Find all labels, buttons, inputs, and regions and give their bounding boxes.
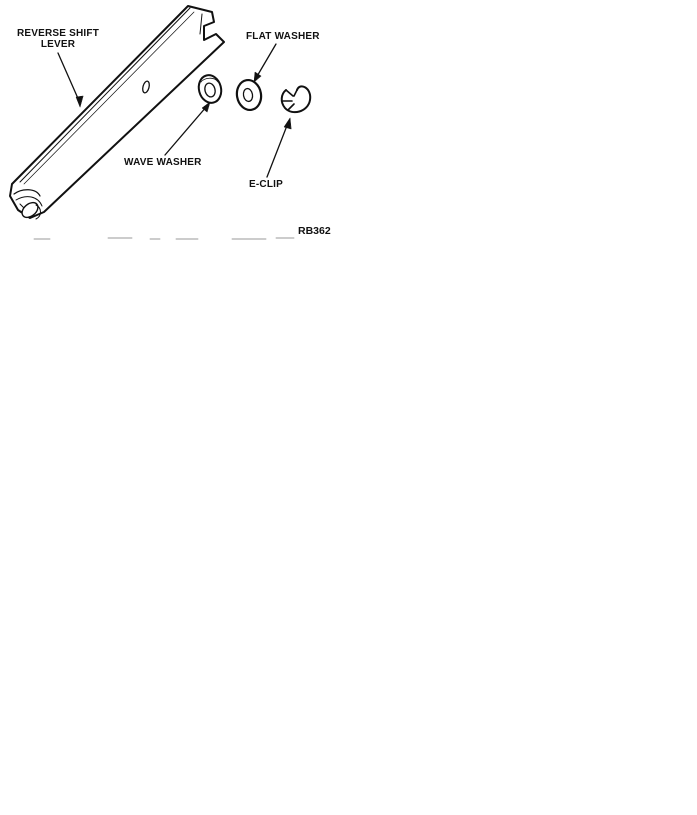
leader-lever	[58, 53, 83, 107]
wave-washer	[196, 73, 224, 106]
flat-washer-label: FLAT WASHER	[246, 31, 320, 42]
flat-washer	[235, 78, 264, 112]
reverse-shift-lever-label-line2: LEVER	[40, 39, 76, 50]
wave-washer-label: WAVE WASHER	[124, 157, 202, 168]
scan-artifacts	[34, 238, 294, 239]
leader-flat-washer	[254, 44, 276, 82]
reverse-shift-lever-label-line1: REVERSE SHIFT	[16, 28, 100, 39]
leader-wave-washer	[165, 102, 210, 155]
leader-e-clip	[267, 118, 291, 177]
figure-code: RB362	[298, 225, 331, 237]
e-clip-label: E-CLIP	[249, 179, 283, 190]
e-clip	[282, 86, 311, 112]
reverse-shift-lever-label	[16, 28, 100, 50]
